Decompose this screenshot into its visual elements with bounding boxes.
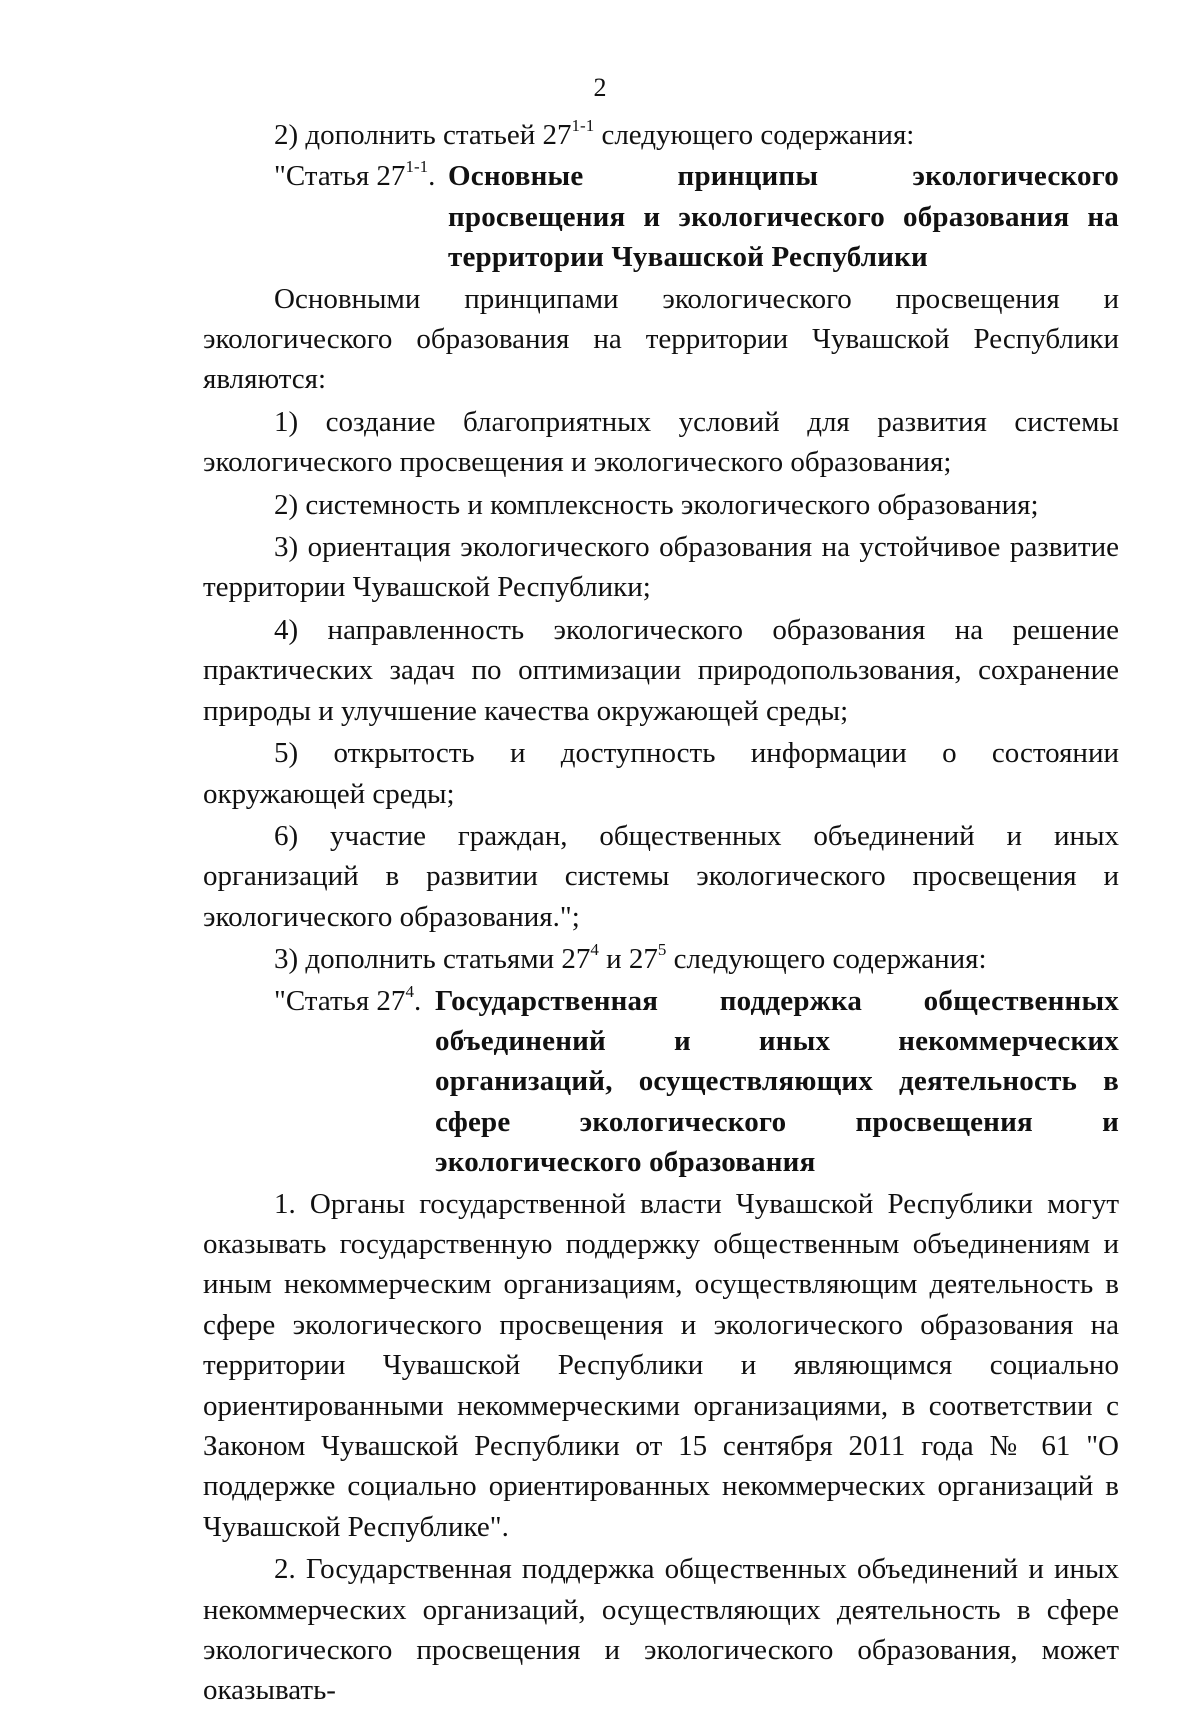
superscript: 5: [657, 940, 667, 960]
article-heading-27-4: [203, 981, 1119, 1183]
article-heading-27-1-1: [203, 156, 1119, 277]
superscript: 4: [590, 940, 599, 960]
text-segment: и 27: [598, 943, 658, 976]
article-prefix: [274, 156, 435, 196]
text-segment: следующего содержания:: [666, 943, 987, 976]
text-segment: "Статья 27: [274, 984, 406, 1017]
text-segment: следующего содержания:: [594, 119, 915, 151]
principle-1: 1) создание благоприятных условий для развития системы экологического просвещения и экологического образования;: [203, 405, 1119, 479]
text-segment: 2) дополнить статьей 27: [274, 119, 572, 151]
superscript: 1-1: [405, 157, 429, 177]
superscript: 4: [405, 981, 414, 1001]
principle-2: 2) системность и комплексность экологического образования;: [274, 488, 1039, 521]
article-title: Основные принципы экологического просвещения и экологического образования на территории Чувашской Республики: [448, 160, 1119, 274]
amendment-paragraph-2: [203, 115, 1119, 155]
principle-4: 4) направленность экологического образования на решение практических задач по оптимизации природопользования, сохранение природы и улучшение качества окружающей среды;: [203, 613, 1119, 727]
article-title: Государственная поддержка общественных объединений и иных некоммерческих организаций, осуществляющих деятельность в сфере экологического просвещения и экологического образования: [435, 984, 1119, 1179]
principles-intro: Основными принципами экологического просвещения и экологического образования на территории Чувашской Республики являются:: [203, 282, 1119, 396]
principle-6: 6) участие граждан, общественных объединений и иных организаций в развитии системы экологического просвещения и экологического образования.";: [203, 819, 1119, 933]
text-segment: .: [413, 984, 422, 1017]
text-segment: .: [428, 160, 436, 193]
article-prefix: [274, 981, 421, 1021]
principle-3: 3) ориентация экологического образования на устойчивое развитие территории Чувашской Республики;: [203, 531, 1119, 604]
clause-2: 2. Государственная поддержка общественных объединений и иных некоммерческих организаций, осуществляющих деятельность в сфере экологического просвещения и экологического образования, может оказывать-: [203, 1553, 1119, 1707]
clause-1: 1. Органы государственной власти Чувашской Республики могут оказывать государственную поддержку общественным объединениям и иным некоммерческим организациям, осуществляющим деятельность в сфере экологического просвещения и экологического образования на территории Чувашской Республики и являющимся социально ориентированными некоммерческими организациями, в соответствии с Законом Чувашской Республики от 15 сентября 2011 года № 61 "О поддержке социально ориентированных некоммерческих организаций в Чувашской Республике".: [203, 1187, 1119, 1543]
principle-5: 5) открытость и доступность информации о состоянии окружающей среды;: [203, 737, 1119, 810]
superscript: 1-1: [571, 116, 595, 135]
document-body: [203, 113, 1119, 1711]
text-segment: 3) дополнить статьями 27: [274, 943, 591, 976]
page-number: 2: [593, 73, 607, 102]
amendment-paragraph-3: [203, 939, 1119, 979]
text-segment: "Статья 27: [274, 160, 406, 193]
